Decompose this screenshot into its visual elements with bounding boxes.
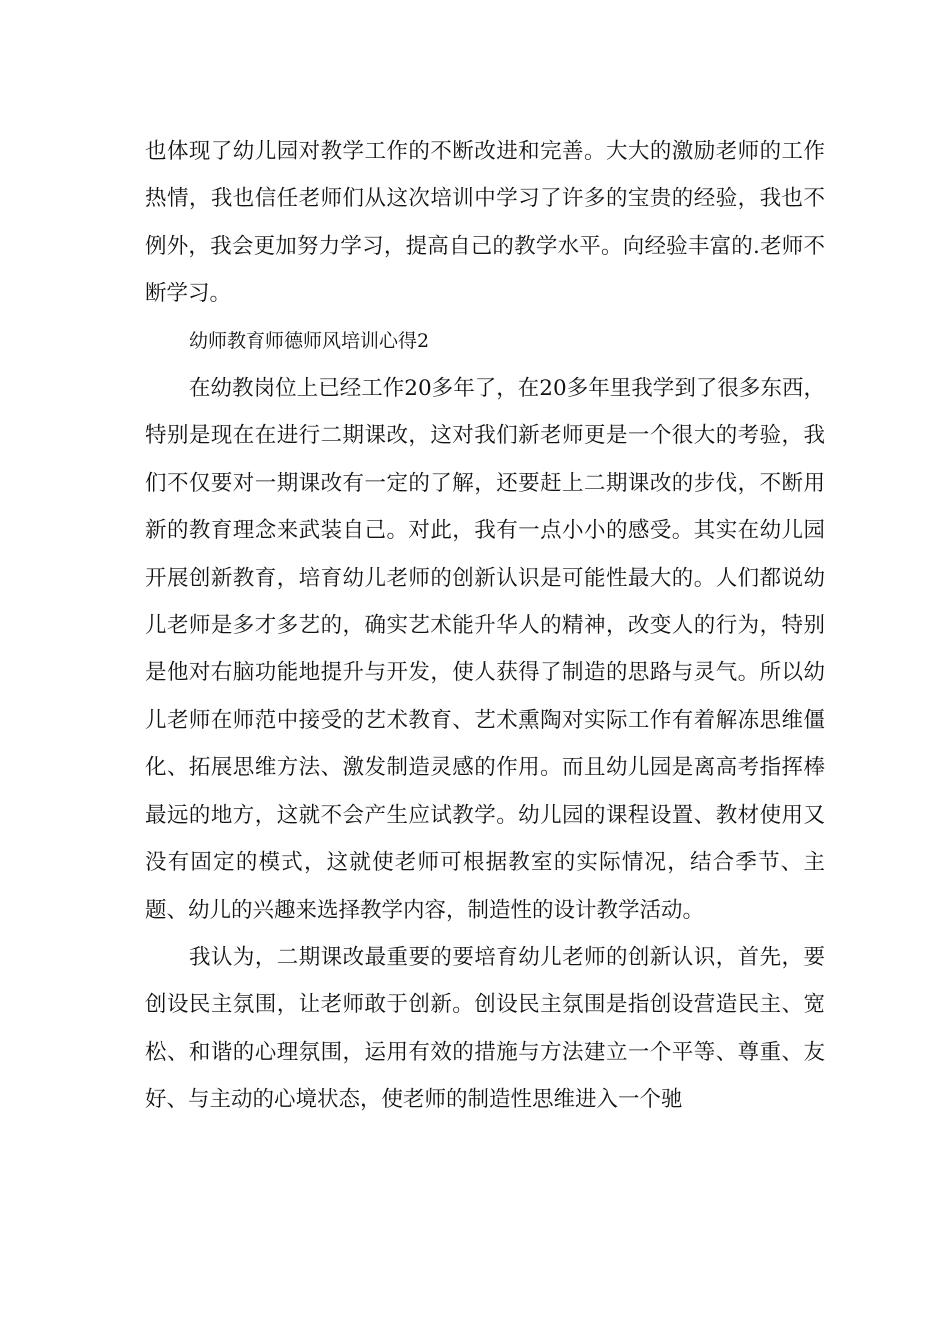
document-body (145, 128, 825, 1124)
section-heading: 幼师教育师德师风培训心得2 (189, 329, 430, 352)
paragraph-1: 也体现了幼儿园对教学工作的不断改进和完善。大大的激励老师的工作热情，我也信任老师们从这次培训中学习了许多的宝贵的经验，我也不例外，我会更加努力学习，提高自己的教学水平。向经验丰富的.老师不断学习。 (145, 139, 825, 307)
paragraph-3: 我认为，二期课改最重要的要培育幼儿老师的创新认识，首先，要创设民主氛围，让老师敢于创新。创设民主氛围是指创设营造民主、宽松、和谐的心理氛围，运用有效的措施与方法建立一个平等、尊重、友好、与主动的心境状态，使老师的制造性思维进入一个驰 (145, 944, 825, 1113)
paragraph-2: 在幼教岗位上已经工作20多年了，在20多年里我学到了很多东西，特别是现在在进行二期课改，这对我们新老师更是一个很大的考验，我们不仅要对一期课改有一定的了解，还要赶上二期课改的步伐，不断用新的教育理念来武装自己。对此，我有一点小小的感受。其实在幼儿园开展创新教育，培育幼儿老师的创新认识是可能性最大的。人们都说幼儿老师是多才多艺的，确实艺术能升华人的精神，改变人的行为，特别是他对右脑功能地提升与开发，使人获得了制造的思路与灵气。所以幼儿老师在师范中接受的艺术教育、艺术熏陶对实际工作有着解冻思维僵化、拓展思维方法、激发制造灵感的作用。而且幼儿园是离高考指挥棒最远的地方，这就不会产生应试教学。幼儿园的课程设置、教材使用又没有固定的模式，这就使老师可根据教室的实际情况，结合季节、主题、幼儿的兴趣来选择教学内容，制造性的设计教学活动。 (145, 376, 825, 923)
